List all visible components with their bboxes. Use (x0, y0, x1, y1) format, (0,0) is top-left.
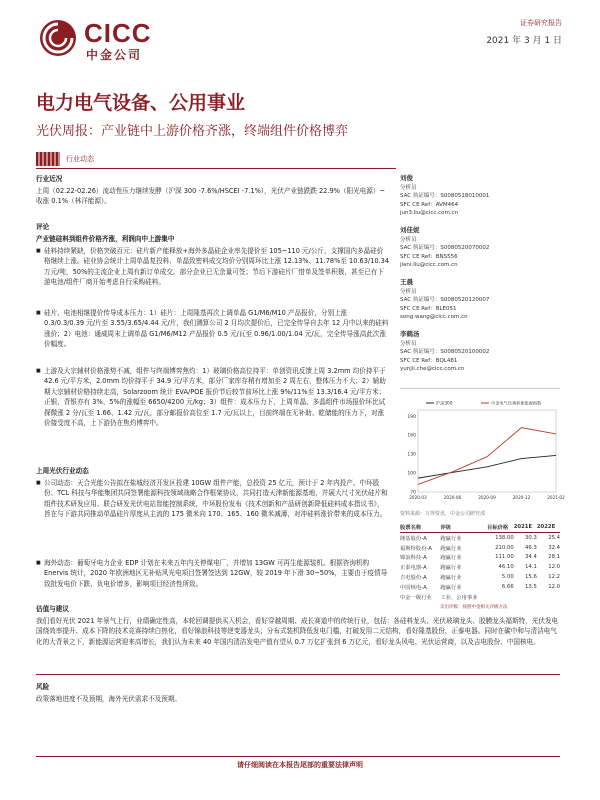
divider (36, 674, 560, 675)
stock-name: 正泰电器-A (400, 565, 427, 572)
analyst-sfc: SFC CE Ref：AVM464 (400, 201, 459, 208)
legend-label: 中金电气设备和新能源指数 (491, 400, 542, 406)
analyst-email[interactable]: jiani.liu@cicc.com.cn (400, 262, 458, 269)
report-type-label: 证券研究报告 (520, 19, 562, 27)
y-tick-label: 160 (407, 433, 416, 439)
stock-target: 138.00 (495, 534, 514, 541)
chart-source: 资料来源：万得资讯，中金公司研究部 (400, 511, 486, 517)
legal-footer: 请仔细阅读在本报告尾部的重要法律声明 (237, 761, 363, 769)
divider (36, 168, 396, 169)
section-heading-risk: 风险 (36, 683, 50, 691)
comment-subheading-2: 上周光伏行业动态 (36, 467, 89, 475)
analyst-role: 分析员 (400, 236, 417, 243)
stock-pe-2021: 15.6 (525, 574, 537, 581)
stock-target: 6.66 (501, 583, 514, 590)
table-header-row (400, 522, 560, 533)
table-row (400, 582, 560, 592)
stock-pe-2022: 12.2 (548, 574, 560, 581)
stock-pe-2021: 46.3 (525, 544, 537, 551)
y-tick-label: 190 (407, 414, 416, 420)
analyst-sfc: SFC CE Ref：BNS556 (400, 253, 458, 260)
stock-rating: 跑赢行业 (440, 535, 462, 542)
stock-pe-2022: 12.0 (548, 564, 560, 571)
stock-name: 福斯特股份-A (400, 545, 433, 552)
stock-pe-2021: 34.4 (525, 554, 537, 561)
section-heading-comment: 评论 (36, 223, 50, 231)
stock-name: 中国核电-A (400, 584, 427, 591)
table-row (400, 553, 560, 563)
analyst-email[interactable]: yunjii.che@cicc.com.cn (400, 366, 465, 373)
table-row (400, 533, 560, 543)
stock-target: 5.00 (501, 574, 514, 581)
bullet-wafer-cell: ■ 硅片、电池相继提价传导成本压力：1）硅片：上周隆基再次上调单晶 G1/M6/M10 产品报价，分别上涨 0.3/0.3/0.39 元/片至 3.55/3.65/4.44 元/片，我们测算公司 2 月均次提价后，已完全传导自去年 12 月中以来的硅料涨价；2）电池：通威周末上调单晶 G1/M6/M12 产品报价 0.5 元/瓦至 0.96/1.00/1.04 元/瓦，完全传导涨高此次涨价幅度。 (44, 308, 389, 350)
x-tick-label: 2020-06 (443, 495, 462, 500)
page-title: 电力电气设备、公用事业 (36, 92, 246, 114)
y-tick-label: 130 (407, 452, 416, 458)
stock-name: 隆基股份-A (400, 535, 427, 542)
analyst-name: 刘佳妮 (400, 226, 420, 234)
performance-chart (400, 396, 565, 506)
table-row (400, 572, 560, 582)
x-tick-label: 2021-02 (547, 495, 565, 500)
series-line-cicc-index (418, 428, 556, 485)
analyst-sfc: SFC CE Ref：BLE051 (400, 305, 457, 312)
table-row (400, 592, 560, 602)
review-paragraph: 上周（02.22-02.26）流动性压力继续发酵（沪深 300 -7.6%/HSCEI -7.1%），光伏产业链跌跌 22.9%（阳光电源）~收涨 0.1%（林洋能源）。 (36, 187, 386, 206)
analyst-role: 分析员 (400, 184, 417, 191)
stock-target: 46.10 (498, 564, 514, 571)
analyst-name: 王晨 (400, 278, 413, 286)
legend-label: 沪深300 (436, 400, 453, 406)
bullet-overseas-news: ■ 海外动态：葡萄牙电力企业 EDP 计划在未来五年内关停煤电厂，并增加 13GW 可再生能源装机。根据咨询机构 Enervis 统计，2020 年欧洲地区无补贴风光电项目签署签达到 12GW，较 2019 年下滑 30~50%，主要由于疫情导致批发电价下跌、负电价增多，影响项目经济性所致。 (44, 558, 389, 589)
section-heading-review: 行业近况 (36, 175, 63, 183)
analyst-role: 分析员 (400, 340, 417, 347)
analyst-email[interactable]: jun3.liu@cicc.com.cn (400, 210, 459, 217)
analyst-sac: SAC 执证编号：S0080520120007 (400, 297, 490, 304)
stock-name: 中金一级行业 (400, 594, 432, 601)
analyst-card (400, 278, 560, 322)
stock-pe-2022: 12.0 (548, 583, 560, 590)
table-header-cell: 股票名称 (400, 522, 440, 533)
stock-pe-2022: 28.1 (548, 554, 560, 561)
analyst-card (400, 174, 560, 218)
analyst-sac: SAC 执证编号：S0080520070002 (400, 245, 490, 252)
analyst-card (400, 330, 560, 374)
divider (400, 388, 560, 389)
table-header-cell: 评级 (440, 522, 487, 533)
bullet-company-news: ■ 公司动态：天合光能公告拟在盐城经济开发区投建 10GW 组件产能，总投资 25 亿元，预计于 2 年内投产。中环股份、TCL 科技与华能集团共同签署能源科技领域战略合作框架协议，共同打造天津新能源基地，并展大尺寸光伏硅片和组件技术研发应用、联合研发光伏电站智能控制系统，中环股份发布《技术创新和产品研创新降低硅料成本指议书》，旨在与下游共同推动单晶硅片厚度从主流的 175 微米向 170、165、160 微米减薄，对冲硅料涨价带来的成本压力。 (44, 478, 389, 520)
x-tick-label: 2020-09 (478, 495, 496, 500)
stock-pe-2021: 30.3 (525, 534, 537, 541)
analyst-card (400, 226, 560, 270)
logo-text: CICC (84, 18, 152, 48)
report-date: 2021 年 3 月 1 日 (486, 36, 562, 46)
logo-cn-text: 中金公司 (86, 48, 143, 62)
valuation-paragraph: 我们看好光伏 2021 年景气上行，业绩确定性高，本轮回调提供买入机会，看好穿越周期、成长赛道中的传统行业，包括：各硅料龙头、光伏玻璃龙头、胶膜龙头福斯特，光伏发电国绕效率提升、成本下降的技术竞赛持续白热化，看好锦浪科技等逆变器龙头；分布式装机降低发电门槛，打破发用二元结构，看好隆基股份，正泰电器。同时在碳中和与清洁电气化的大背景之下，新能源运营迎来高增长，我们认为未来 40 年国内清洁发电产值有望从 0.7 万亿扩张到 6 万亿元，看好龙头风电、光伏运营商，以及吉电股份、中国核电。 (36, 617, 559, 646)
stock-pe-2022: 25.4 (548, 534, 560, 541)
y-tick-label: 70 (410, 490, 416, 496)
table-row (400, 543, 560, 553)
stock-rating: 工业、公用事业 (440, 594, 478, 601)
series-line-hs300 (418, 455, 556, 478)
table-header-cell: 2021E (514, 522, 537, 533)
bullet-silicon: ■ 硅料持续紧缺，价格突破百元：硅片新产能释放+海外多晶硅企业率先提价至 105~110 元/公斤，支撑国内多晶硅价格继续上涨。硅业协会统计上周单晶复投料、单晶致密料成交均价分别周环比上涨 12.13%、11.78%至 10.63/10.34 万元/吨，50%的主流企业上周有新订单成交。部分企业已无余量可签；节后下游硅片厂惜单及签单积极，甚至已有下游电池/组件厂商开始考虑自行采购硅料。 (44, 246, 389, 288)
analyst-email[interactable]: song.wang@cicc.com.cn (400, 314, 468, 321)
stock-pe-2021: 13.5 (525, 583, 537, 590)
stock-pe-2022: 32.4 (548, 544, 560, 551)
table-row (400, 562, 560, 572)
analyst-name: 刘俊 (400, 174, 413, 182)
risk-paragraph: 政策落地进度不及预期，海外光伏需求不及预期。 (36, 695, 182, 703)
plot-frame (418, 410, 556, 492)
stock-rating: 跑赢行业 (440, 545, 462, 552)
table-header-cell: 2022E (537, 522, 560, 533)
cicc-logo-icon (38, 18, 78, 58)
section-heading-valuation: 估值与建议 (36, 605, 69, 613)
analyst-sfc: SFC CE Ref：BQL481 (400, 357, 458, 364)
stock-table (400, 522, 560, 601)
divider (36, 756, 560, 757)
analyst-sac: SAC 执证编号：S0080518010001 (400, 193, 490, 200)
table-header-cell: 目标价格 (487, 522, 514, 533)
stock-name: 锦浪科技-A (400, 555, 427, 562)
bullet-materials: ■ 上游及大宗辅材价格涨势不减，组件与终端博弈焦灼：1）玻璃价格高位持平：单创资讯反馈上周 3.2mm 均价持平于 42.6 元/平方米，2.0mm 均价持平于 34.9 元/平方米，部分厂家库存稍有增加至 2 周左右，整体压力不大；2）辅助期大宗辅材价格持续走高，Solarzoom 统计 EVA/POE 报价节后较节前环比上涨 9%/11%至 13.3/16.4 元/平方米；正银、背银亦有 3%、5%的涨幅至 6650/4200 元/kg；3）组件：成本压力下，上周单晶、多晶组件市场报价环比试探微涨 2 分/瓦至 1.66、1.42 元/瓦，部分邮报价高位至 1.7 元/瓦以上，目前终端在无补助、乾储能的压力下，对涨价接受度不高，上下游仍在焦灼博弈中。 (44, 366, 389, 428)
stock-rating: 跑赢行业 (440, 584, 462, 591)
report-tag: 行业动态 (66, 155, 94, 163)
note-small: 卖出评级：按照中金相关评级方法 (440, 605, 508, 610)
stock-rating: 跑赢行业 (440, 555, 462, 562)
page-subtitle: 光伏周报：产业链中上游价格齐涨，终端组件价格博弈 (36, 124, 349, 139)
stock-name: 吉电股份-A (400, 575, 427, 582)
stock-target: 210.00 (495, 544, 514, 551)
x-tick-label: 2020-03 (409, 495, 427, 500)
stock-rating: 跑赢行业 (440, 565, 462, 572)
analyst-sac: SAC 执证编号：S0080520100002 (400, 349, 490, 356)
analyst-role: 分析员 (400, 288, 417, 295)
stock-target: 111.00 (495, 554, 514, 561)
tag-stripe-icon (36, 152, 60, 166)
y-tick-label: 100 (407, 471, 416, 477)
x-tick-label: 2020-12 (512, 495, 531, 500)
comment-subheading-1: 产业链硅料到组件价格齐涨，利润向中上游集中 (36, 235, 175, 243)
stock-rating: 跑赢行业 (440, 575, 462, 582)
analyst-name: 李鹤汤 (400, 330, 420, 338)
stock-pe-2021: 14.1 (525, 564, 537, 571)
